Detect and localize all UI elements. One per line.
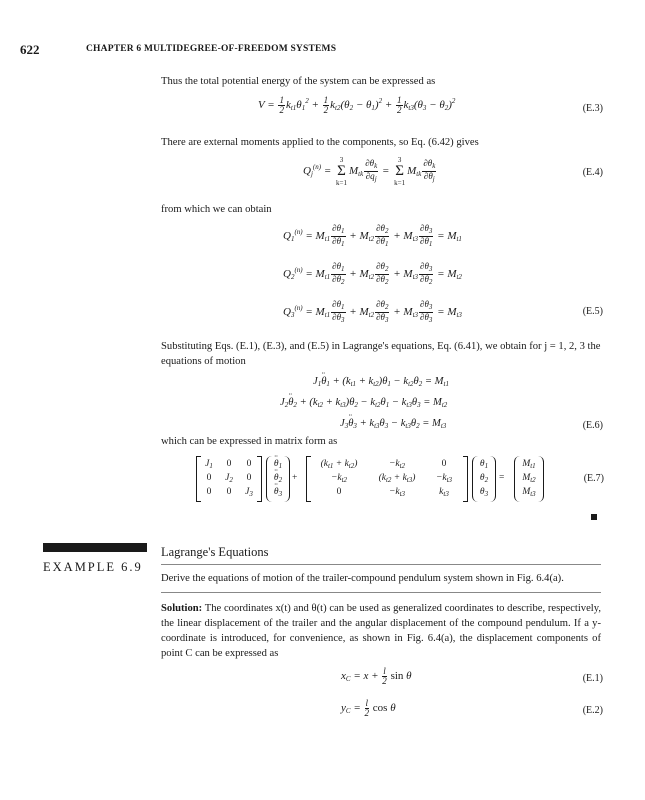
solution-paragraph	[161, 601, 601, 661]
example-title: Lagrange's Equations	[161, 545, 269, 559]
chapter-header: CHAPTER 6 MULTIDEGREE-OF-FREEDOM SYSTEMS	[86, 44, 337, 54]
solution-text: The coordinates x(t) and θ(t) can be used as generalized coordinates to describe, respectively, the linear displacement of the trailer and the angular displacement of the compound pendulum. If a y-coordinate is introduced, for convenience, as shown in Fig. 6.4(a), the displacement components of point C can be expressed as	[161, 603, 601, 659]
example-rule-top	[161, 564, 601, 565]
example-label: EXAMPLE 6.9	[43, 560, 143, 574]
equation-xc: $x_C = x$ + $\frac{l}{2}$ sin θ (E.1)	[341, 666, 603, 686]
equation-e7: $J_1$ 0 0 0 $J_2$ 0 0 0 $J_3$ ·· $\theta_1$ ·· $\theta_2$ ·· $\theta_3$ + $(k_{t1} + k_{t2})$ $-k_{t2}$ 0 $-k_{t2}$ $(k_{t2} + k_{t3})$ $-k_{t3}$ 0 $-k_{t3}$ $k_{t3}$ $\theta_1$ $\theta_2$ $\theta_3$ = $M_{t1}$ $M_{t2}$ $M_{t3}$ (E.7)	[196, 456, 606, 506]
acceleration-vector: ·· $\theta_1$ ·· $\theta_2$ ·· $\theta_3$	[266, 456, 290, 502]
equation-number: (E.5)	[582, 306, 603, 317]
example-statement: Derive the equations of motion of the trailer-compound pendulum system shown in Fig. 6.4(a).	[161, 573, 564, 584]
paragraph-external-moments: There are external moments applied to the components, so Eq. (6.42) gives	[161, 137, 479, 148]
equation-e6: $J_1\cdot\cdot \theta_1 + (k_{t1} + k_{t2})\theta_1 - k_{t2}\theta_2 = M_{t1}$ $J_2\cdot\cdot \theta_2 + (k_{t2} + k_{t3})\theta_2 - k_{t2}\theta_1 - k_{t3}\theta_3 = M_{t2}$ $J_3\cdot\cdot \theta_3 + k_{t3}\theta_3 - k_{t3}\theta_2 = M_{t3}$ (E.6)	[180, 376, 603, 456]
page-number: 622	[20, 42, 40, 57]
equation-number: (E.2)	[582, 705, 603, 716]
solution-heading: Solution:	[161, 603, 203, 614]
equation-e3: V = $\frac{1}{2}$ $k_{t1}\theta_1^2$ + $\frac{1}{2}$ $k_{t2}(\theta_2 - \theta_1)^2$ + $\frac{1}{2}$ $k_{t3}(\theta_3 - \theta_2)^2$ (E.3)	[258, 95, 603, 115]
equation-yc: $y_C$ = $\frac{l}{2}$ cos θ (E.2)	[341, 698, 603, 718]
inertia-matrix: $J_1$ 0 0 0 $J_2$ 0 0 0 $J_3$	[196, 456, 262, 502]
equation-number: (E.3)	[582, 103, 603, 114]
paragraph-matrix-form: which can be expressed in matrix form as	[161, 436, 338, 447]
displacement-vector: $\theta_1$ $\theta_2$ $\theta_3$	[472, 456, 496, 502]
equation-number: (E.7)	[583, 473, 604, 484]
equation-number: (E.4)	[582, 167, 603, 178]
equation-e5-row3: $Q_3^{(n)} = M_{t1}$ $\frac{\partial\theta_1}{\partial\theta_3}$ + $M_{t2}$ $\frac{\partial\theta_2}{\partial\theta_3}$ + $M_{t3}$ $\frac{\partial\theta_3}{\partial\theta_3}$ = $M_{t3}$ (E.5)	[283, 299, 603, 324]
equation-e5-row2: $Q_2^{(n)} = M_{t1}$ $\frac{\partial\theta_1}{\partial\theta_2}$ + $M_{t2}$ $\frac{\partial\theta_2}{\partial\theta_2}$ + $M_{t3}$ $\frac{\partial\theta_3}{\partial\theta_2}$ = $M_{t2}$	[283, 261, 462, 286]
paragraph-substituting: Substituting Eqs. (E.1), (E.3), and (E.5) in Lagrange's equations, Eq. (6.41), we obtain for j = 1, 2, 3 the equations of motion	[161, 341, 601, 367]
equation-e4: $Q_j^{(n)} = 3$ Σ $k=1M_{tk}$ $\frac{\partial\theta_k}{\partial q_j}$ = 3 Σ $k=1M_{tk}$ $\frac{\partial\theta_k}{\partial\theta_j}$ (E.4)	[303, 156, 603, 187]
stiffness-matrix: $(k_{t1} + k_{t2})$ $-k_{t2}$ 0 $-k_{t2}$ $(k_{t2} + k_{t3})$ $-k_{t3}$ 0 $-k_{t3}$ $k_{t3}$	[306, 456, 468, 502]
equation-number: (E.6)	[582, 420, 603, 431]
moment-vector: $M_{t1}$ $M_{t2}$ $M_{t3}$	[514, 456, 544, 502]
paragraph-potential-energy: Thus the total potential energy of the system can be expressed as	[161, 76, 436, 87]
paragraph-obtain: from which we can obtain	[161, 204, 272, 215]
equation-number: (E.1)	[582, 673, 603, 684]
end-of-example-mark	[591, 514, 597, 520]
equation-e5-row1: $Q_1^{(n)} = M_{t1}$ $\frac{\partial\theta_1}{\partial\theta_1}$ + $M_{t2}$ $\frac{\partial\theta_2}{\partial\theta_1}$ + $M_{t3}$ $\frac{\partial\theta_3}{\partial\theta_1}$ = $M_{t1}$	[283, 223, 462, 248]
example-bar	[43, 543, 147, 552]
example-rule-bottom	[161, 592, 601, 593]
